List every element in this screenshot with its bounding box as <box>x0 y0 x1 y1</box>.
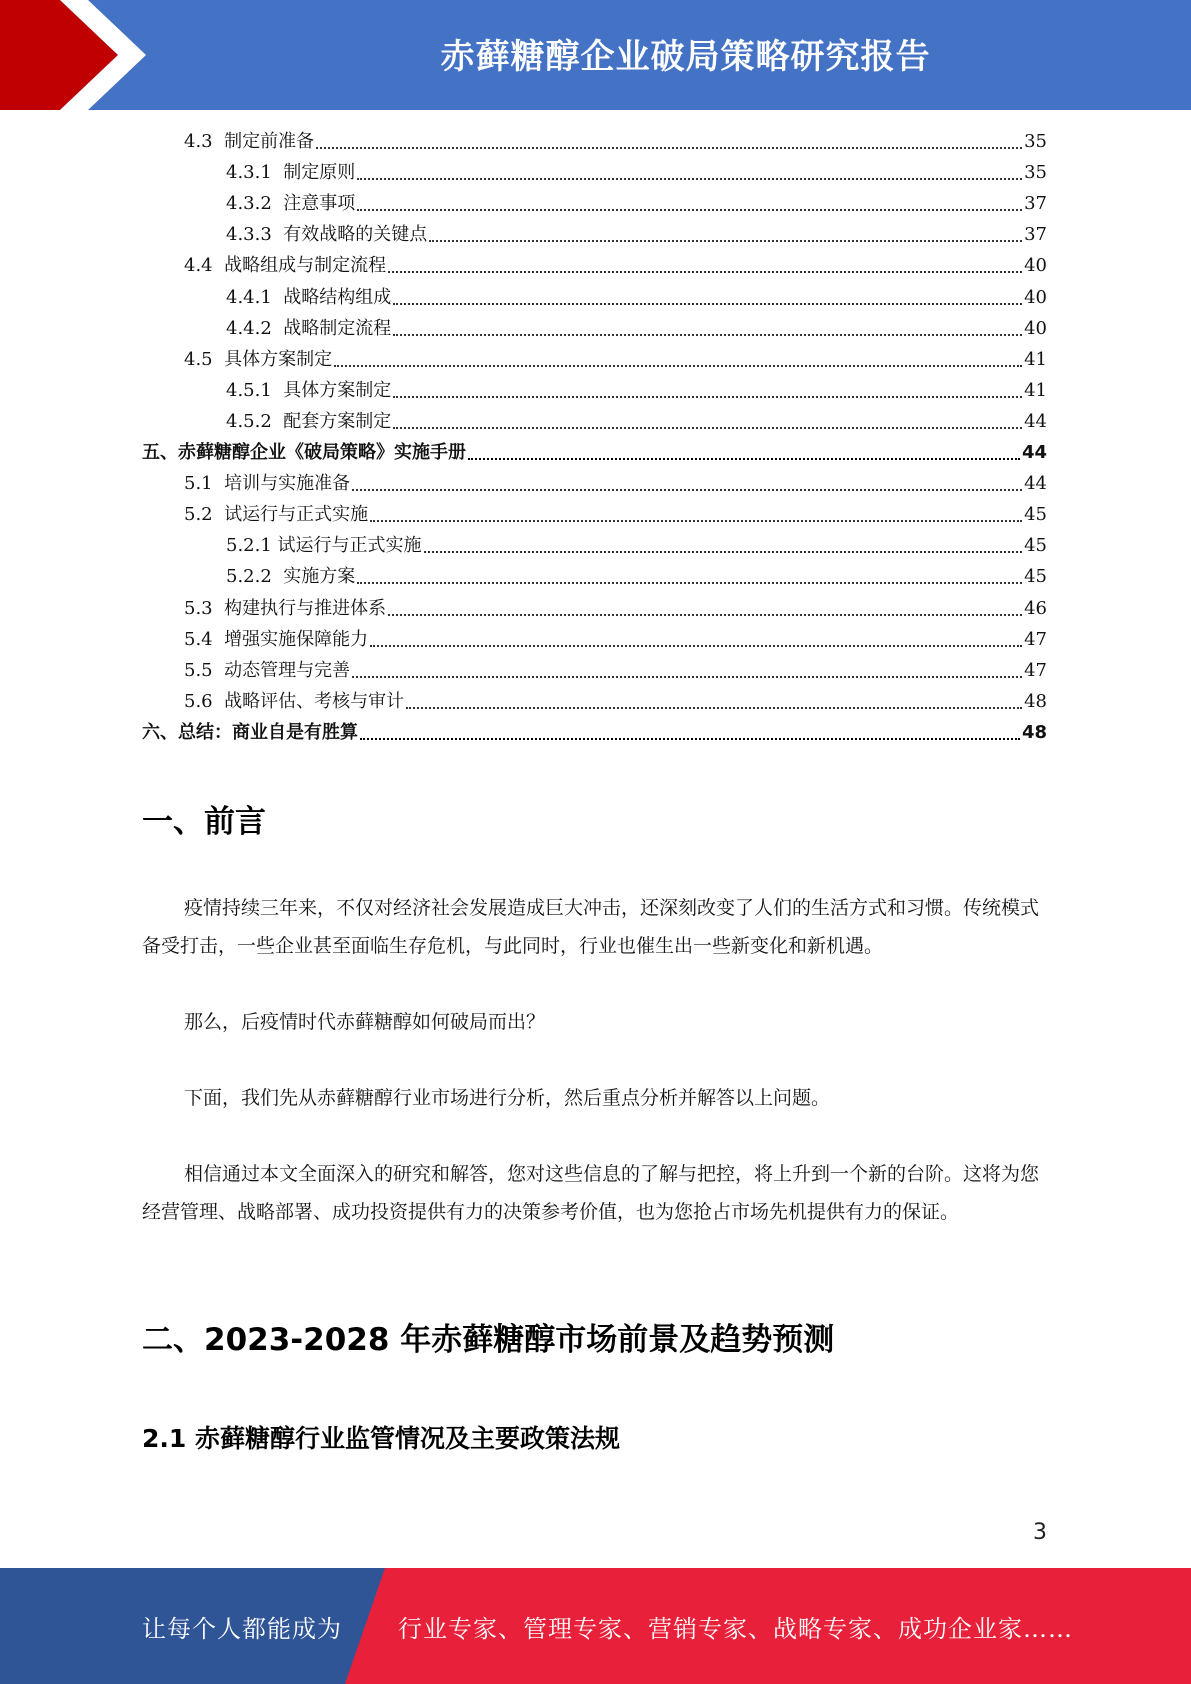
paragraph: 相信通过本文全面深入的研究和解答，您对这些信息的了解与把控，将上升到一个新的台阶。这将为您经营管理、战略部署、成功投资提供有力的决策参考价值，也为您抢占市场先机提供有力的保证。 <box>142 1163 1040 1223</box>
toc-entry[interactable] <box>226 190 1047 218</box>
toc-entry-title: 战略制定流程 <box>283 317 392 339</box>
toc-entry-page: 45 <box>1024 566 1047 588</box>
toc-entry-page: 47 <box>1024 659 1047 681</box>
toc-entry-title: 战略组成与制定流程 <box>224 255 387 277</box>
toc-entry-page: 45 <box>1024 504 1047 526</box>
toc-entry-title: 构建执行与推进体系 <box>224 597 387 619</box>
toc-leader-dots <box>316 147 1022 149</box>
toc-leader-dots <box>429 240 1022 242</box>
toc-leader-dots <box>352 489 1022 491</box>
toc-entry-title: 试运行与正式实施 <box>224 504 369 526</box>
paragraph: 下面，我们先从赤藓糖醇行业市场进行分析，然后重点分析并解答以上问题。 <box>184 1087 831 1109</box>
toc-leader-dots <box>424 551 1023 553</box>
toc-leader-dots <box>352 676 1022 678</box>
toc-leader-dots <box>393 427 1022 429</box>
toc-leader-dots <box>388 614 1022 616</box>
toc-leader-dots <box>468 458 1020 460</box>
toc-entry[interactable] <box>226 221 1047 249</box>
toc-entry-title: 六、总结：商业自是有胜算 <box>142 721 358 743</box>
toc-entry-title: 具体方案制定 <box>283 379 392 401</box>
toc-entry-number: 4.3 <box>184 131 225 152</box>
toc-entry-page: 37 <box>1024 193 1047 215</box>
toc-leader-dots <box>370 645 1022 647</box>
toc-entry-title: 动态管理与完善 <box>224 659 351 681</box>
toc-entry[interactable] <box>184 657 1047 685</box>
toc-leader-dots <box>393 303 1022 305</box>
toc-entry[interactable] <box>226 315 1047 343</box>
section-heading-market-outlook: 二、2023-2028 年赤藓糖醇市场前景及趋势预测 <box>142 1322 835 1358</box>
toc-entry-number: 4.5.2 <box>226 410 284 432</box>
toc-entry-title: 增强实施保障能力 <box>224 628 369 650</box>
toc-entry-number: 4.4 <box>184 255 225 277</box>
toc-entry-number: 5.5 <box>184 659 225 681</box>
section-heading-preface: 一、前言 <box>142 804 266 840</box>
toc-entry-number: 4.4.2 <box>226 317 284 339</box>
toc-entry[interactable] <box>184 501 1047 529</box>
toc-leader-dots <box>393 334 1022 336</box>
report-title: 赤藓糖醇企业破局策略研究报告 <box>440 36 931 77</box>
header-chevron-icon <box>0 0 160 110</box>
toc-leader-dots <box>406 707 1022 709</box>
toc-entry-title: 五、赤藓糖醇企业《破局策略》实施手册 <box>142 442 466 463</box>
toc-entry-title: 培训与实施准备 <box>224 473 351 495</box>
toc-entry[interactable] <box>184 595 1047 623</box>
toc-entry[interactable] <box>226 408 1047 436</box>
toc-leader-dots <box>357 582 1022 584</box>
toc-entry-title: 制定原则 <box>283 162 356 184</box>
toc-entry-title: 有效战略的关键点 <box>283 224 428 246</box>
toc-entry-page: 40 <box>1024 255 1047 277</box>
toc-entry-page: 44 <box>1021 442 1047 463</box>
toc-entry[interactable] <box>184 252 1047 280</box>
toc-entry-page: 35 <box>1024 162 1047 184</box>
footer-slogan-left: 让每个人都能成为 <box>142 1614 342 1643</box>
footer-slogan-right: 行业专家、管理专家、营销专家、战略专家、成功企业家…… <box>398 1614 1073 1643</box>
toc-entry[interactable] <box>142 439 1047 467</box>
toc-entry-number: 5.4 <box>184 628 225 650</box>
toc-entry-page: 37 <box>1024 224 1047 246</box>
toc-entry-number: 4.3.3 <box>226 224 284 246</box>
toc-entry[interactable] <box>226 563 1047 591</box>
toc-entry[interactable] <box>226 377 1047 405</box>
toc-entry-number: 5.2.1 <box>226 535 278 557</box>
toc-leader-dots <box>357 178 1022 180</box>
toc-entry-number: 5.2.2 <box>226 566 284 588</box>
toc-entry[interactable] <box>226 532 1047 560</box>
toc-leader-dots <box>370 520 1022 522</box>
toc-leader-dots <box>388 271 1022 273</box>
page-number: 3 <box>1033 1520 1047 1545</box>
toc-entry-page: 45 <box>1024 535 1047 557</box>
toc-entry-title: 试运行与正式实施 <box>277 535 422 557</box>
toc-leader-dots <box>360 738 1020 740</box>
page-footer <box>0 1568 1191 1684</box>
toc-entry-number: 4.5.1 <box>226 379 284 401</box>
toc-entry[interactable] <box>184 346 1047 374</box>
toc-entry-title: 战略结构组成 <box>283 286 392 308</box>
subsection-heading-regulation: 2.1 赤藓糖醇行业监管情况及主要政策法规 <box>142 1424 620 1453</box>
toc-entry-page: 44 <box>1024 473 1047 495</box>
toc-entry[interactable] <box>184 626 1047 654</box>
toc-entry[interactable] <box>226 159 1047 187</box>
toc-entry-page: 48 <box>1024 690 1047 712</box>
toc-entry-title: 具体方案制定 <box>224 348 333 370</box>
toc-entry[interactable] <box>184 470 1047 498</box>
toc-entry-number: 5.1 <box>184 473 225 495</box>
toc-entry-number: 4.3.2 <box>226 193 284 215</box>
toc-entry-page: 40 <box>1024 317 1047 339</box>
toc-leader-dots <box>357 209 1022 211</box>
toc-entry-title: 配套方案制定 <box>283 410 392 432</box>
toc-entry-number: 5.3 <box>184 597 225 619</box>
toc-entry-title: 制定前准备 <box>224 131 315 152</box>
toc-entry-page: 48 <box>1021 721 1047 743</box>
paragraph: 疫情持续三年来，不仅对经济社会发展造成巨大冲击，还深刻改变了人们的生活方式和习惯。传统模式备受打击，一些企业甚至面临生存危机，与此同时，行业也催生出一些新变化和新机遇。 <box>142 897 1040 957</box>
paragraph: 那么，后疫情时代赤藓糖醇如何破局而出？ <box>184 1011 546 1033</box>
toc-entry-page: 44 <box>1024 410 1047 432</box>
toc-entry-page: 41 <box>1024 379 1047 401</box>
toc-entry-number: 4.3.1 <box>226 162 284 184</box>
toc-leader-dots <box>393 396 1022 398</box>
toc-entry-number: 4.5 <box>184 348 225 370</box>
toc-entry-page: 46 <box>1024 597 1047 619</box>
toc-entry-number: 5.2 <box>184 504 225 526</box>
page-header <box>0 0 1191 110</box>
toc-entry[interactable] <box>226 284 1047 312</box>
toc-entry[interactable] <box>142 719 1047 747</box>
toc-entry-number: 4.4.1 <box>226 286 284 308</box>
toc-entry[interactable] <box>184 128 1047 156</box>
toc-entry-title: 实施方案 <box>283 566 356 588</box>
toc-entry-title: 注意事项 <box>283 193 356 215</box>
toc-entry-page: 47 <box>1024 628 1047 650</box>
toc-entry-page: 40 <box>1024 286 1047 308</box>
toc-entry[interactable] <box>184 688 1047 716</box>
toc-entry-title: 战略评估、考核与审计 <box>224 690 405 712</box>
toc-entry-page: 41 <box>1024 348 1047 370</box>
toc-leader-dots <box>334 365 1022 367</box>
toc-entry-page: 35 <box>1024 131 1047 152</box>
toc-entry-number: 5.6 <box>184 690 225 712</box>
